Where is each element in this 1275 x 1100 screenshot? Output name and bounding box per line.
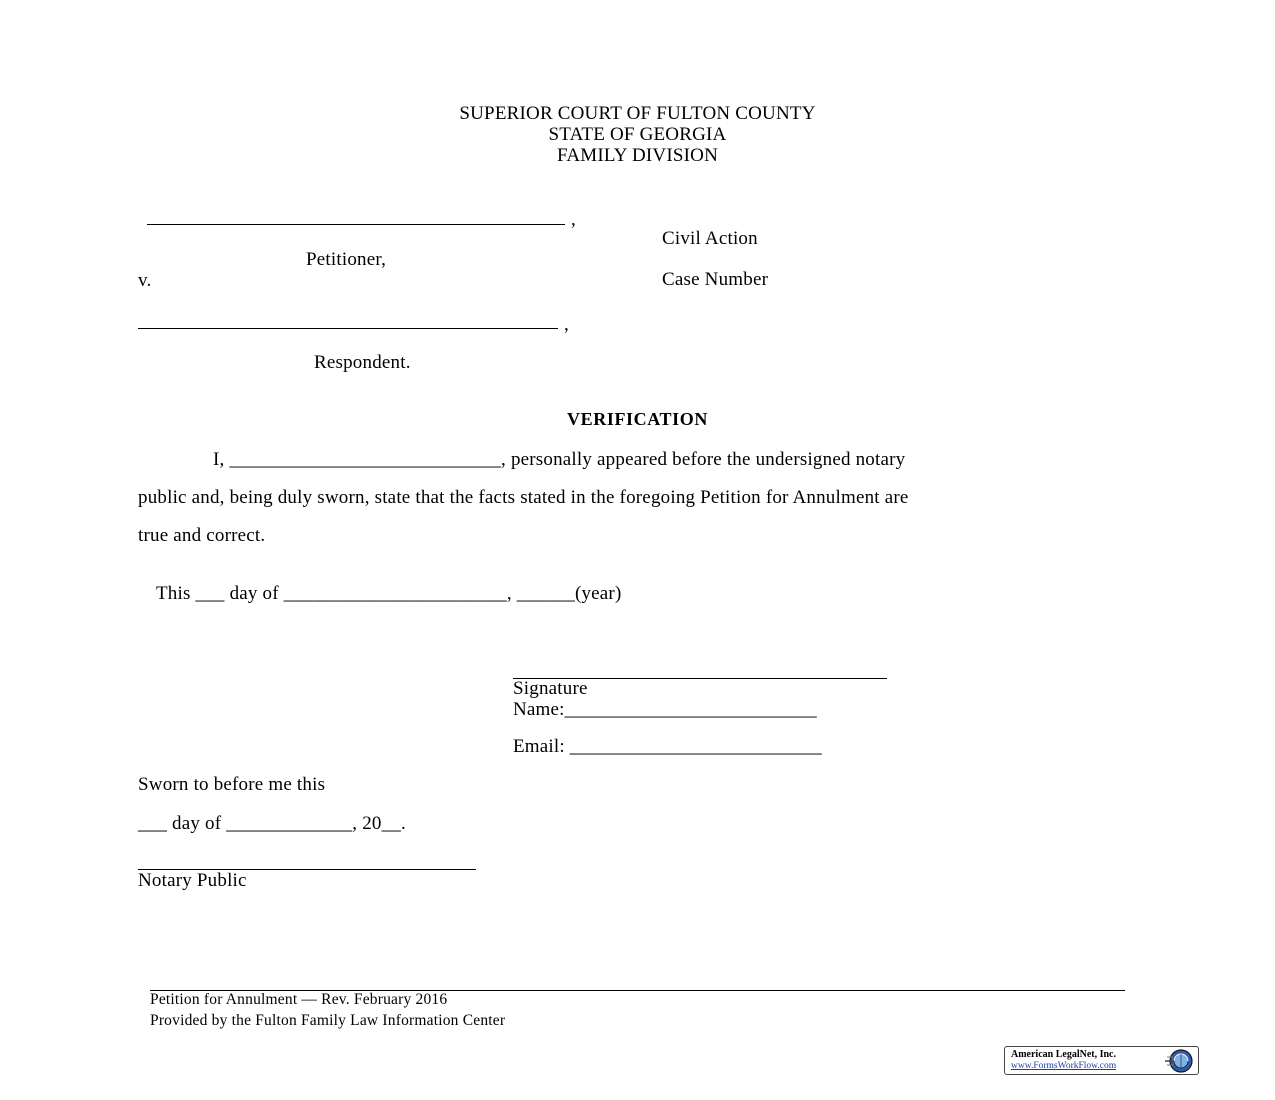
respondent-name-line[interactable]	[138, 328, 558, 329]
email-field[interactable]: Email: __________________________	[513, 736, 823, 757]
verification-line-3: true and correct.	[138, 525, 266, 546]
dated-line[interactable]: This ___ day of _______________________, ______(year)	[156, 583, 622, 604]
petitioner-name-line[interactable]	[147, 224, 565, 225]
verification-title: VERIFICATION	[567, 409, 708, 429]
verification-line-1	[213, 449, 905, 470]
footer-provider: Provided by the Fulton Family Law Information Center	[150, 1012, 506, 1029]
petitioner-comma: ,	[571, 209, 576, 230]
name-field[interactable]: Name:__________________________	[513, 699, 817, 720]
versus-label: v.	[138, 270, 152, 291]
logo-url-link[interactable]: www.FormsWorkFlow.com	[1011, 1061, 1117, 1071]
notary-public-label: Notary Public	[138, 870, 247, 891]
civil-action-label: Civil Action	[662, 228, 758, 249]
court-name: SUPERIOR COURT OF FULTON COUNTY	[459, 103, 816, 124]
logo-company-name: American LegalNet, Inc.	[1011, 1049, 1116, 1060]
affiant-name-blank[interactable]: ____________________________	[229, 449, 502, 470]
notary-date-line[interactable]: ___ day of _____________, 20__.	[138, 813, 406, 834]
petitioner-label: Petitioner,	[306, 249, 387, 270]
verification-line-1-suffix: , personally appeared before the undersigned notary	[501, 449, 906, 470]
signature-label: Signature	[513, 678, 588, 699]
footer-form-title: Petition for Annulment — Rev. February 2016	[150, 991, 448, 1008]
verification-prefix: I,	[213, 449, 225, 470]
legalnet-logo[interactable]	[1004, 1046, 1199, 1075]
verification-line-2: public and, being duly sworn, state that the facts stated in the foregoing Petition for Annulment are	[138, 487, 909, 508]
case-number-label: Case Number	[662, 269, 769, 290]
respondent-label: Respondent.	[314, 352, 411, 373]
sworn-label: Sworn to before me this	[138, 774, 326, 795]
court-division: FAMILY DIVISION	[556, 145, 718, 166]
court-state: STATE OF GEORGIA	[548, 124, 727, 145]
respondent-comma: ,	[564, 314, 569, 335]
globe-icon	[1161, 1048, 1197, 1074]
